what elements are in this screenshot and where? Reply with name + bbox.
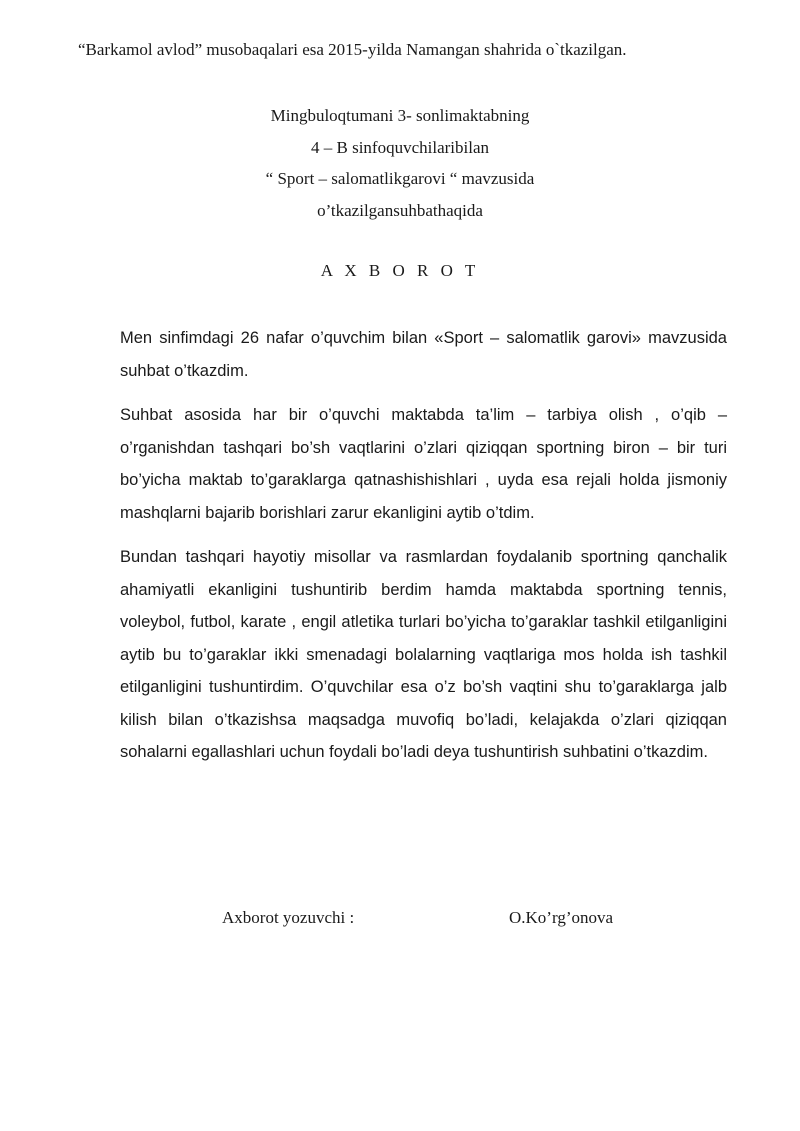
heading-line-class: 4 – B sinfoquvchilaribilan — [310, 137, 489, 157]
body-paragraph-3 — [120, 541, 727, 769]
heading-line-about: o’tkazilgansuhbathaqida — [317, 200, 483, 220]
signature-name: O.Ko’rg’onova — [509, 908, 614, 927]
heading-line-topic: “ Sport – salomatlikgarovi “ mavzusida — [265, 169, 535, 188]
body-paragraph-1 — [120, 322, 727, 387]
heading-line-school: Mingbuloqtumani 3- sonlimaktabning — [270, 106, 530, 125]
document-title: A X B O R O T — [320, 261, 480, 280]
report-heading — [0, 100, 800, 226]
paragraph-text: Suhbat asosida har bir o’quvchi maktabda ta’lim – tarbiya olish , o’qib – o’rganishdan tashqari bo’sh vaqtlarini o’zlari qiziqqan sportning biron – bir turi bo’yicha maktab to’garaklarga qatnashishishlari , uyda esa rejali holda jismoniy mashqlarni bajarib borishlari zarur ekanligini aytib o’tdim. — [120, 406, 727, 522]
paragraph-text: Bundan tashqari hayotiy misollar va rasmlardan foydalanib sportning qanchalik ahamiyatli ekanligini tushuntirib berdim hamda maktabda sportning tennis, voleybol, futbol, karate , engil atletika turlari bo’yicha to’garaklar tashkil etilganligini aytib bu to’garaklar ikki smenadagi bolalarning vaqtlariga mos holda ish tashkil etilganligini tushuntirdim. O’quvchilar esa o’z bo’sh vaqtini shu to’garaklarga jalb kilish bilan o’tkazishsa maqsadga muvofiq bo’ladi, kelajakda o’zlari qiziqqan sohalarni egallashlari uchun foydali bo’ladi deya tushuntirish suhbatini o’tkazdim. — [120, 548, 727, 761]
intro-line: “Barkamol avlod” musobaqalari esa 2015-yilda Namangan shahrida o`tkazilgan. — [78, 40, 627, 59]
signature-label: Axborot yozuvchi : — [222, 908, 355, 927]
paragraph-text: Men sinfimdagi 26 nafar o’quvchim bilan «Sport – salomatlik garovi» mavzusida suhbat o’tkazdim. — [120, 329, 727, 380]
body-paragraph-2 — [120, 399, 727, 529]
